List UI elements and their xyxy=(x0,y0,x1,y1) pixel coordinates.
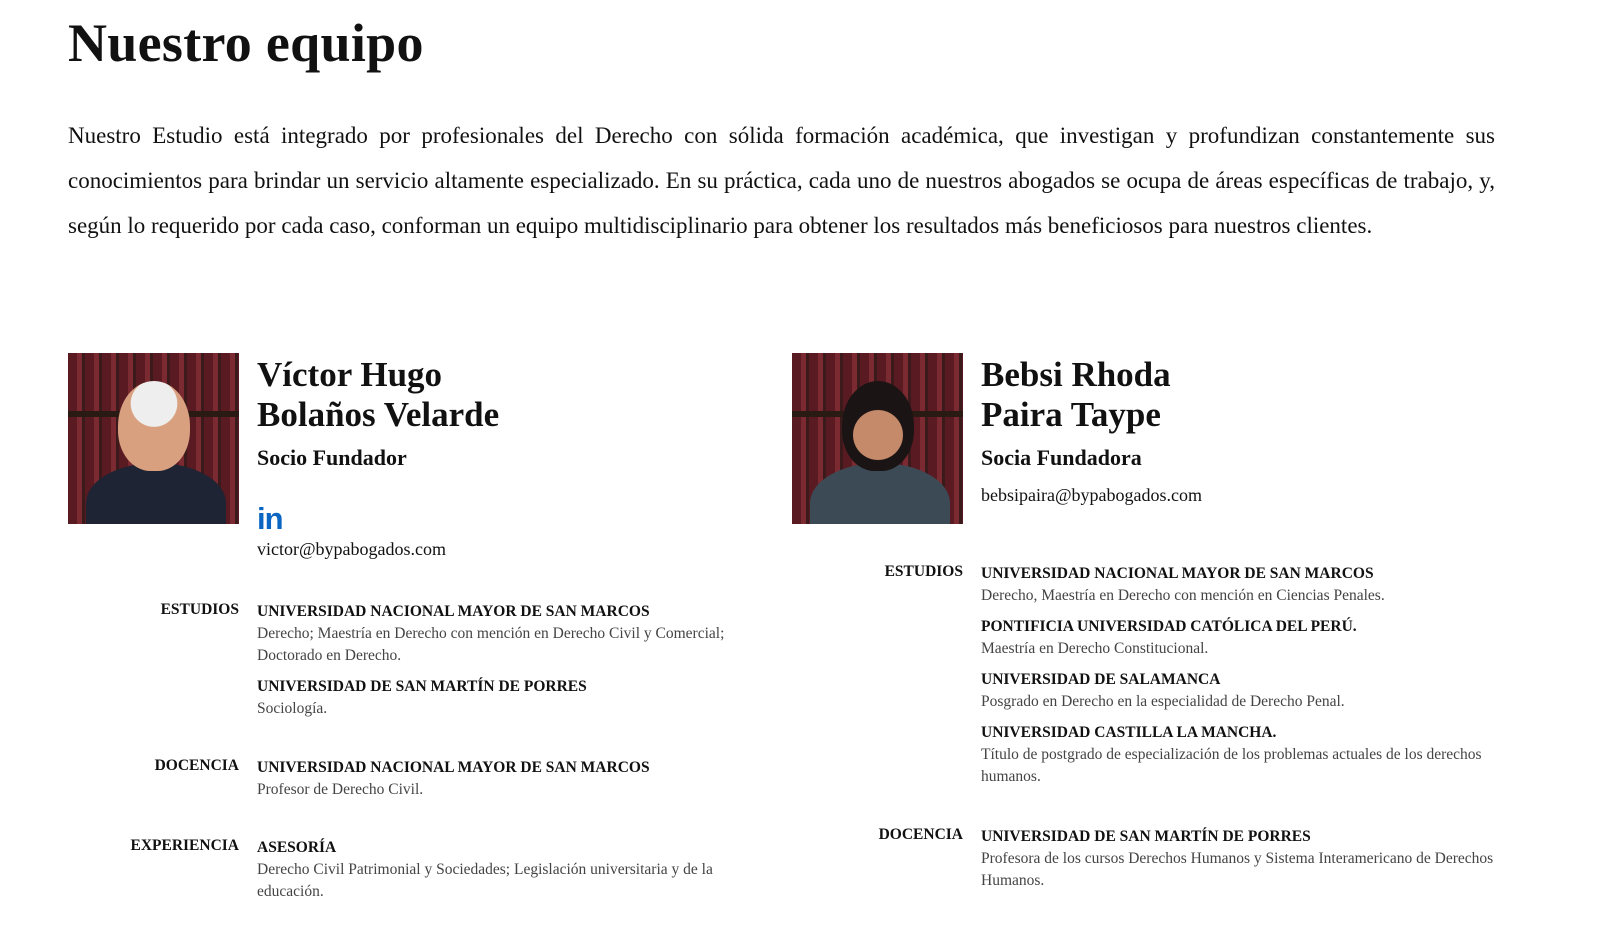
member-name: Víctor Hugo Bolaños Velarde xyxy=(257,355,500,434)
member-photo xyxy=(792,353,963,524)
list-item: UNIVERSIDAD CASTILLA LA MANCHA. Título de postgrado de especialización de los problemas actuales de los derechos humanos. xyxy=(981,724,1482,785)
member-name: Bebsi Rhoda Paira Taype xyxy=(981,355,1171,434)
member-role: Socio Fundador xyxy=(257,445,407,470)
intro-paragraph: Nuestro Estudio está integrado por profesionales del Derecho con sólida formación académica, que investigan y profundizan constantemente sus conocimientos para brindar un servicio altamente especializado. En su práctica, cada uno de nuestros abogados se ocupa de áreas específicas de trabajo, y, según lo requerido por cada caso, conforman un equipo multidisciplinario para obtener los resultados más beneficiosos para nuestros clientes. xyxy=(68,123,1495,238)
list-item: UNIVERSIDAD DE SALAMANCA Posgrado en Derecho en la especialidad de Derecho Penal. xyxy=(981,671,1345,710)
section-label: DOCENCIA xyxy=(878,826,963,843)
member-photo xyxy=(68,353,239,524)
section-label: ESTUDIOS xyxy=(160,601,239,618)
list-item: UNIVERSIDAD NACIONAL MAYOR DE SAN MARCOS Profesor de Derecho Civil. xyxy=(257,759,650,798)
list-item: UNIVERSIDAD DE SAN MARTÍN DE PORRES Profesora de los cursos Derechos Humanos y Sistema Interamericano de Derechos Humanos. xyxy=(981,828,1494,889)
member-role: Socia Fundadora xyxy=(981,445,1142,470)
list-item: UNIVERSIDAD NACIONAL MAYOR DE SAN MARCOS Derecho, Maestría en Derecho con mención en Ciencias Penales. xyxy=(981,565,1385,604)
list-item: UNIVERSIDAD NACIONAL MAYOR DE SAN MARCOS Derecho; Maestría en Derecho con mención en Derecho Civil y Comercial; Doctorado en Derecho. xyxy=(257,603,725,664)
member-email[interactable]: victor@bypabogados.com xyxy=(257,539,447,559)
list-item: PONTIFICIA UNIVERSIDAD CATÓLICA DEL PERÚ. Maestría en Derecho Constitucional. xyxy=(981,618,1357,657)
section-label: EXPERIENCIA xyxy=(130,837,239,854)
page-title: Nuestro equipo xyxy=(68,13,424,73)
linkedin-icon[interactable]: in xyxy=(257,501,283,536)
section-label: ESTUDIOS xyxy=(884,563,963,580)
list-item: UNIVERSIDAD DE SAN MARTÍN DE PORRES Sociología. xyxy=(257,678,587,717)
list-item: ASESORÍA Derecho Civil Patrimonial y Sociedades; Legislación universitaria y de la educación. xyxy=(257,839,713,900)
member-email[interactable]: bebsipaira@bypabogados.com xyxy=(981,485,1203,505)
section-label: DOCENCIA xyxy=(154,757,239,774)
